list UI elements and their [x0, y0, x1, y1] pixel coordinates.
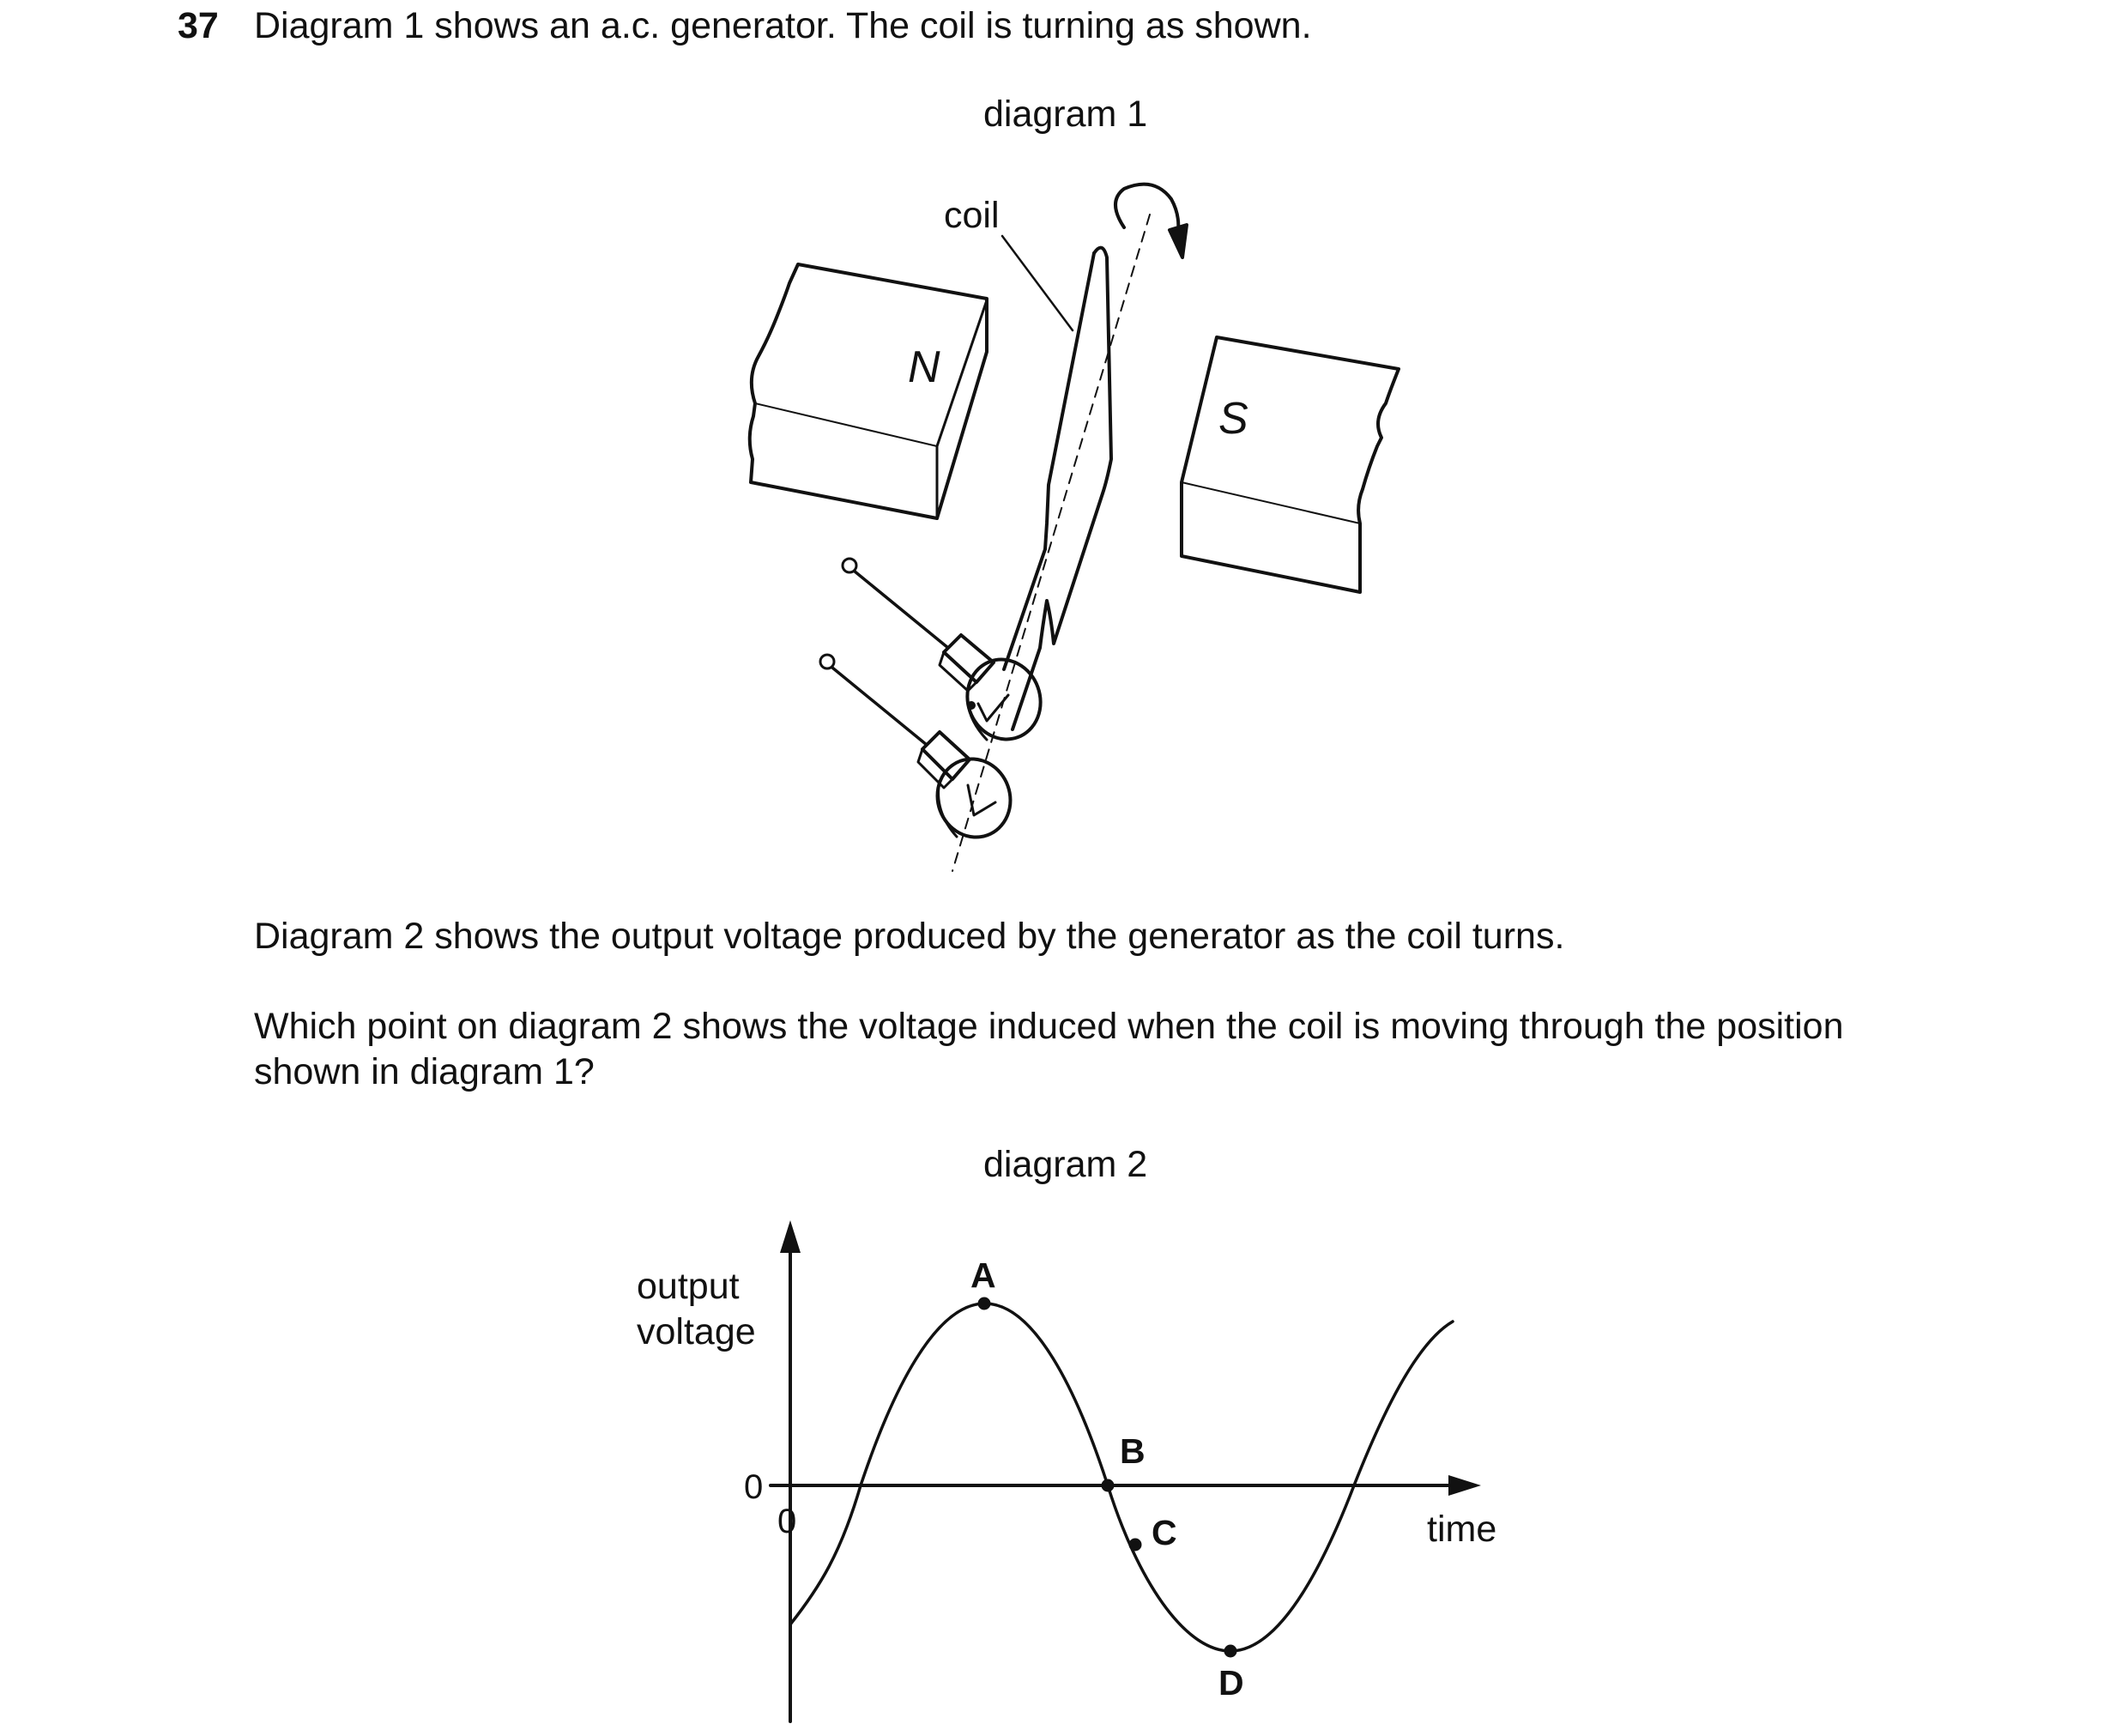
diagram1-title: diagram 1 — [983, 94, 1148, 135]
diagram2-title: diagram 2 — [983, 1144, 1148, 1185]
point-a-marker — [978, 1297, 991, 1310]
point-b-label: B — [1120, 1431, 1146, 1471]
question-paragraph-2-line-2: shown in diagram 1? — [254, 1051, 595, 1092]
point-b-marker — [1102, 1479, 1115, 1492]
point-d-label: D — [1218, 1663, 1244, 1703]
voltage-curve — [790, 1304, 1453, 1651]
y-zero-label: 0 — [744, 1468, 764, 1506]
south-pole-label: S — [1218, 394, 1248, 444]
question-paragraph-2-line-1: Which point on diagram 2 shows the voltage induced when the coil is moving through the position — [254, 1006, 1844, 1047]
point-d-marker — [1224, 1645, 1237, 1658]
x-zero-label: 0 — [777, 1503, 797, 1540]
question-intro: Diagram 1 shows an a.c. generator. The coil is turning as shown. — [254, 5, 1312, 46]
point-c-label: C — [1152, 1513, 1177, 1552]
y-axis-label-line-1: output — [637, 1266, 740, 1307]
y-axis-arrow-icon — [780, 1220, 801, 1253]
question-paragraph-1: Diagram 2 shows the output voltage produced by the generator as the coil turns. — [254, 916, 1565, 957]
point-a-label: A — [970, 1255, 996, 1295]
point-c-marker — [1129, 1539, 1142, 1552]
coil-label: coil — [944, 195, 1000, 236]
north-pole-label: N — [908, 342, 940, 392]
x-axis-arrow-icon — [1448, 1475, 1481, 1496]
question-number: 37 — [178, 5, 219, 46]
y-axis-label-line-2: voltage — [637, 1311, 756, 1352]
x-axis-label: time — [1427, 1509, 1497, 1550]
